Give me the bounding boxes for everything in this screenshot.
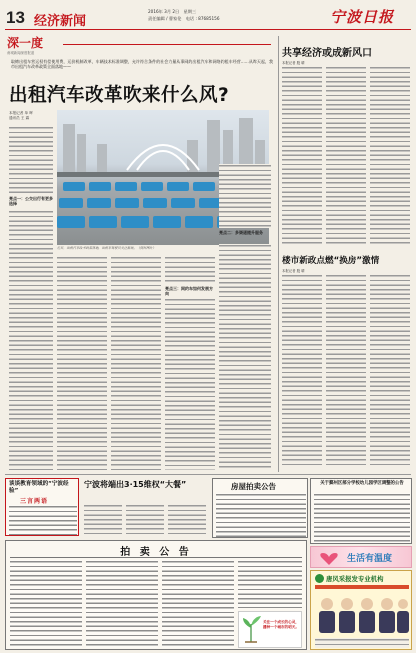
slogan-text: 关注一个成长的心灵，播种一个城市的明天。 xyxy=(263,620,299,629)
education-column xyxy=(5,478,79,536)
column-divider xyxy=(278,36,279,472)
lifestyle-ad-text: 生活有温度 xyxy=(347,554,393,564)
lead-col-5 xyxy=(219,164,271,228)
lead-col-3 xyxy=(111,256,161,470)
date-text: 2016年 3月 2日 xyxy=(148,9,180,14)
right-top-story xyxy=(282,36,412,248)
education-body xyxy=(9,505,77,535)
lead-col-1b xyxy=(9,210,53,470)
right-top-col-3 xyxy=(370,66,410,244)
editors-text: 责任编辑 / 曹家伦 xyxy=(148,16,182,21)
auction-col-1 xyxy=(10,560,82,648)
lead-headline: 出租汽车改革吹来什么风? xyxy=(9,85,230,106)
school-notice-body xyxy=(314,493,410,543)
weekday-text: 星期三 xyxy=(183,9,197,14)
phone-text: 电话 : 87685156 xyxy=(185,16,220,21)
masthead-logo: 宁波日报 xyxy=(330,8,395,26)
column-badge: 三言两语 xyxy=(20,498,49,505)
lead-subhead-2: 亮点二：多渠道提升服务 xyxy=(219,230,263,235)
lifestyle-ad-heart-icon xyxy=(319,551,339,565)
heart-icon xyxy=(319,552,339,566)
badge-rule xyxy=(63,44,271,45)
house-auction-title: 房屋拍卖公告 xyxy=(231,482,276,491)
consumer-col-1 xyxy=(84,504,122,536)
right-mid-byline: 本报记者 殷 晴 xyxy=(282,269,305,273)
page-number: 13 xyxy=(6,8,25,27)
right-mid-col-2 xyxy=(326,274,366,468)
lead-subhead-3: 亮点三：网约车如何发展方向 xyxy=(165,286,213,296)
lead-col-5b xyxy=(219,244,271,470)
auction-title: 拍 卖 公 告 xyxy=(120,547,192,558)
section-rule xyxy=(5,474,411,475)
slogan-panel xyxy=(238,611,302,648)
school-notice-title: 关于鄞州区部分学校幼儿园学区调整的公告 xyxy=(320,481,404,486)
right-top-title: 共享经济或成新风口 xyxy=(282,48,372,59)
right-top-byline: 本报记者 殷 晴 xyxy=(282,61,305,65)
header-rule xyxy=(5,29,411,30)
seedling-icon xyxy=(239,612,303,649)
right-top-col-1 xyxy=(282,66,322,244)
lead-col-2 xyxy=(57,256,107,470)
right-mid-col-1 xyxy=(282,274,322,468)
lead-byline: 本报记者 单 晖 通讯员 王 霖 xyxy=(9,111,33,120)
editor-line xyxy=(148,16,220,22)
lead-col-1 xyxy=(9,126,53,194)
consumer-rights-story xyxy=(82,478,210,538)
lead-subhead-1: 亮点一：公交出行有更多选择 xyxy=(9,196,53,206)
lead-deck: 取缔出租车营运权有偿使用费，运价机制改革，车辆技术标准调整，允许符合条件的社会力量从事网约出租汽车和网络约租车经营……从昨天起，我市出租汽车改革政策全面落地—— xyxy=(11,59,273,70)
agency-ad xyxy=(310,570,412,650)
agency-ad-circle-icon xyxy=(315,574,324,583)
agency-ad-strip xyxy=(315,585,409,589)
lead-badge xyxy=(7,37,63,55)
agency-ad-banner: 唐风采报发专业机构 xyxy=(326,575,384,583)
agency-ad-photos xyxy=(315,592,409,636)
lifestyle-ad xyxy=(310,546,412,568)
right-mid-story xyxy=(282,250,412,472)
page-header xyxy=(0,0,416,32)
right-mid-col-3 xyxy=(370,274,410,468)
auction-block xyxy=(5,540,307,650)
lead-story xyxy=(5,34,275,474)
consumer-col-2 xyxy=(126,504,164,536)
school-district-notice xyxy=(310,478,412,544)
agency-ad-text xyxy=(315,638,409,648)
right-top-col-2 xyxy=(326,66,366,244)
photo-caption: 近日，出租汽车改革政策落地，出租车驾驶员关注新规。（资料图片） xyxy=(57,246,156,250)
lead-col-4 xyxy=(165,256,215,284)
house-auction-notice xyxy=(212,478,308,538)
lead-col-4b xyxy=(165,298,215,470)
badge-label: 深一度 xyxy=(7,36,44,50)
right-mid-title: 楼市新政点燃“换房”激情 xyxy=(282,256,380,266)
section-title: 经济新闻 xyxy=(34,14,87,29)
badge-sub: 甬城新闻深度报道 xyxy=(7,51,35,55)
auction-col-2 xyxy=(86,560,158,648)
education-title: 谈谈教育领域的“宁波经验” xyxy=(9,481,69,494)
auction-col-3 xyxy=(162,560,234,648)
people-icon xyxy=(315,592,409,636)
auction-col-4 xyxy=(238,560,302,608)
consumer-title: 宁波将端出3·15维权“大餐” xyxy=(84,480,187,489)
consumer-col-3 xyxy=(168,504,206,536)
issue-date xyxy=(148,9,196,15)
auction-rule xyxy=(10,557,302,558)
house-auction-body xyxy=(216,493,306,537)
